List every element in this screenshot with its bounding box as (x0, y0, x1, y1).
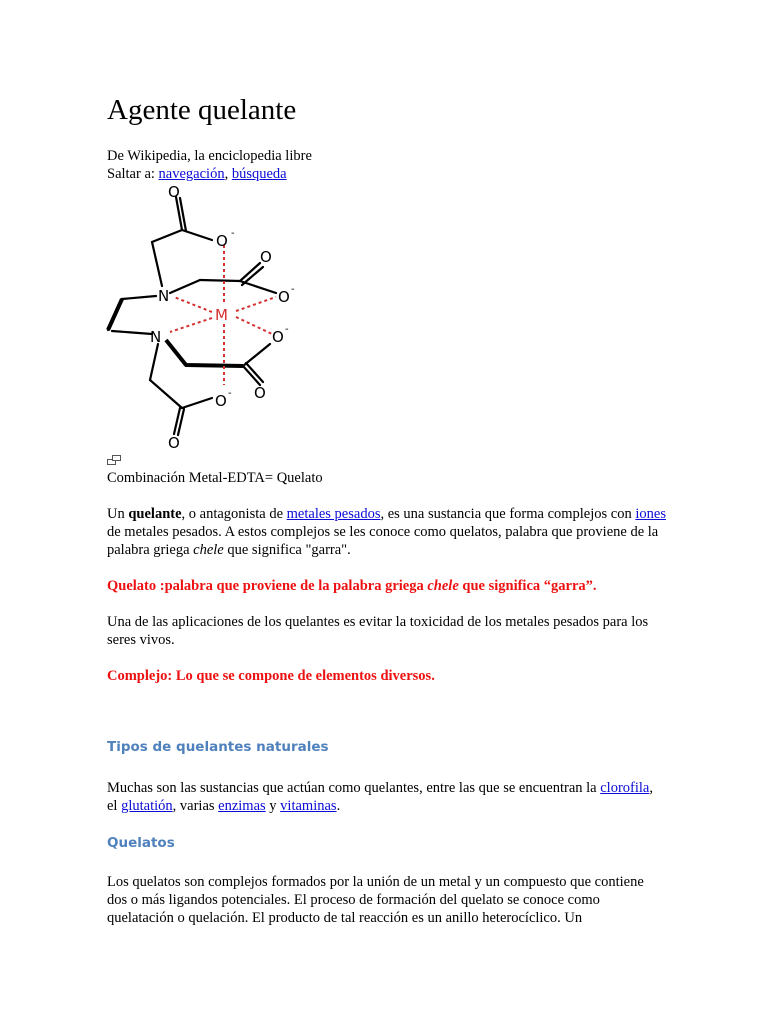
quelante-term: quelante (128, 506, 182, 522)
p3-text-1: Muchas son las sustancias que actúan como quelantes, entre las que se encuentran la (107, 780, 601, 796)
jump-prefix: Saltar a: (107, 166, 159, 182)
red-note-complejo: Complejo: Lo que se compone de elementos diversos. (107, 668, 435, 684)
atom-n-top: N (158, 287, 170, 305)
red-note-quelato (107, 577, 667, 595)
iones-link[interactable]: iones (635, 506, 666, 522)
charge-2: - (291, 284, 295, 295)
red1-chele: chele (427, 578, 459, 594)
red1-text-2: que significa “garra”. (458, 578, 597, 594)
p1-text-1: Un (107, 506, 129, 522)
intro-paragraph (107, 505, 667, 559)
heading-tipos: Tipos de quelantes naturales (107, 739, 329, 755)
image-caption: Combinación Metal-EDTA= Quelato (107, 470, 323, 486)
jump-separator: , (224, 166, 232, 182)
red1-text-1: Quelato :palabra que proviene de la palabra griega (107, 578, 428, 594)
edta-metal-complex-diagram (100, 180, 310, 455)
chele-term: chele (193, 542, 224, 558)
p1-text-3: , es una sustancia que forma complejos con (380, 506, 636, 522)
atom-n-bottom: N (150, 328, 162, 346)
atom-o-minus-3: O (272, 328, 284, 346)
atom-o-lower-right: O (254, 384, 266, 402)
p3-text-3: , varias (172, 798, 219, 814)
atom-metal: M (215, 306, 228, 324)
clorofila-link[interactable]: clorofila (600, 780, 650, 796)
page-title: Agente quelante (107, 94, 297, 126)
metales-pesados-link[interactable]: metales pesados (286, 506, 381, 522)
p3-text-5: . (336, 798, 341, 814)
subtitle: De Wikipedia, la enciclopedia libre (107, 148, 312, 164)
charge-1: - (231, 228, 235, 239)
atom-o-upper-right: O (260, 248, 272, 266)
charge-4: - (228, 388, 232, 399)
natural-chelators-paragraph (107, 779, 667, 815)
enlarge-icon[interactable] (107, 455, 121, 465)
enzimas-link[interactable]: enzimas (218, 798, 266, 814)
atom-o-minus-4: O (215, 392, 227, 410)
atom-o-top: O (168, 183, 180, 201)
search-link[interactable]: búsqueda (231, 166, 287, 182)
charge-3: - (285, 324, 289, 335)
atom-o-minus-2: O (278, 288, 290, 306)
atom-o-bottom: O (168, 434, 180, 452)
p1-text-5: que significa "garra". (223, 542, 351, 558)
vitaminas-link[interactable]: vitaminas (280, 798, 337, 814)
applications-paragraph: Una de las aplicaciones de los quelantes es evitar la toxicidad de los metales pesados para los seres vivos. (107, 614, 649, 648)
p3-text-2: , el (107, 780, 653, 814)
p1-text-4: de metales pesados. A estos complejos se les conoce como quelatos, palabra que proviene de la palabra griega (107, 524, 659, 558)
glutation-link[interactable]: glutatión (121, 798, 173, 814)
quelatos-paragraph: Los quelatos son complejos formados por la unión de un metal y un compuesto que contiene dos o más ligandos potenciales. El proceso de formación del quelato se conoce como quelatación o quelación. El producto de tal reacción es un anillo heterocíclico. Un (107, 874, 644, 926)
atom-o-minus-1: O (216, 232, 228, 250)
heading-quelatos: Quelatos (107, 835, 175, 851)
p1-text-2: , o antagonista de (181, 506, 287, 522)
navigation-link[interactable]: navegación (158, 166, 225, 182)
p3-text-4: y (265, 798, 281, 814)
